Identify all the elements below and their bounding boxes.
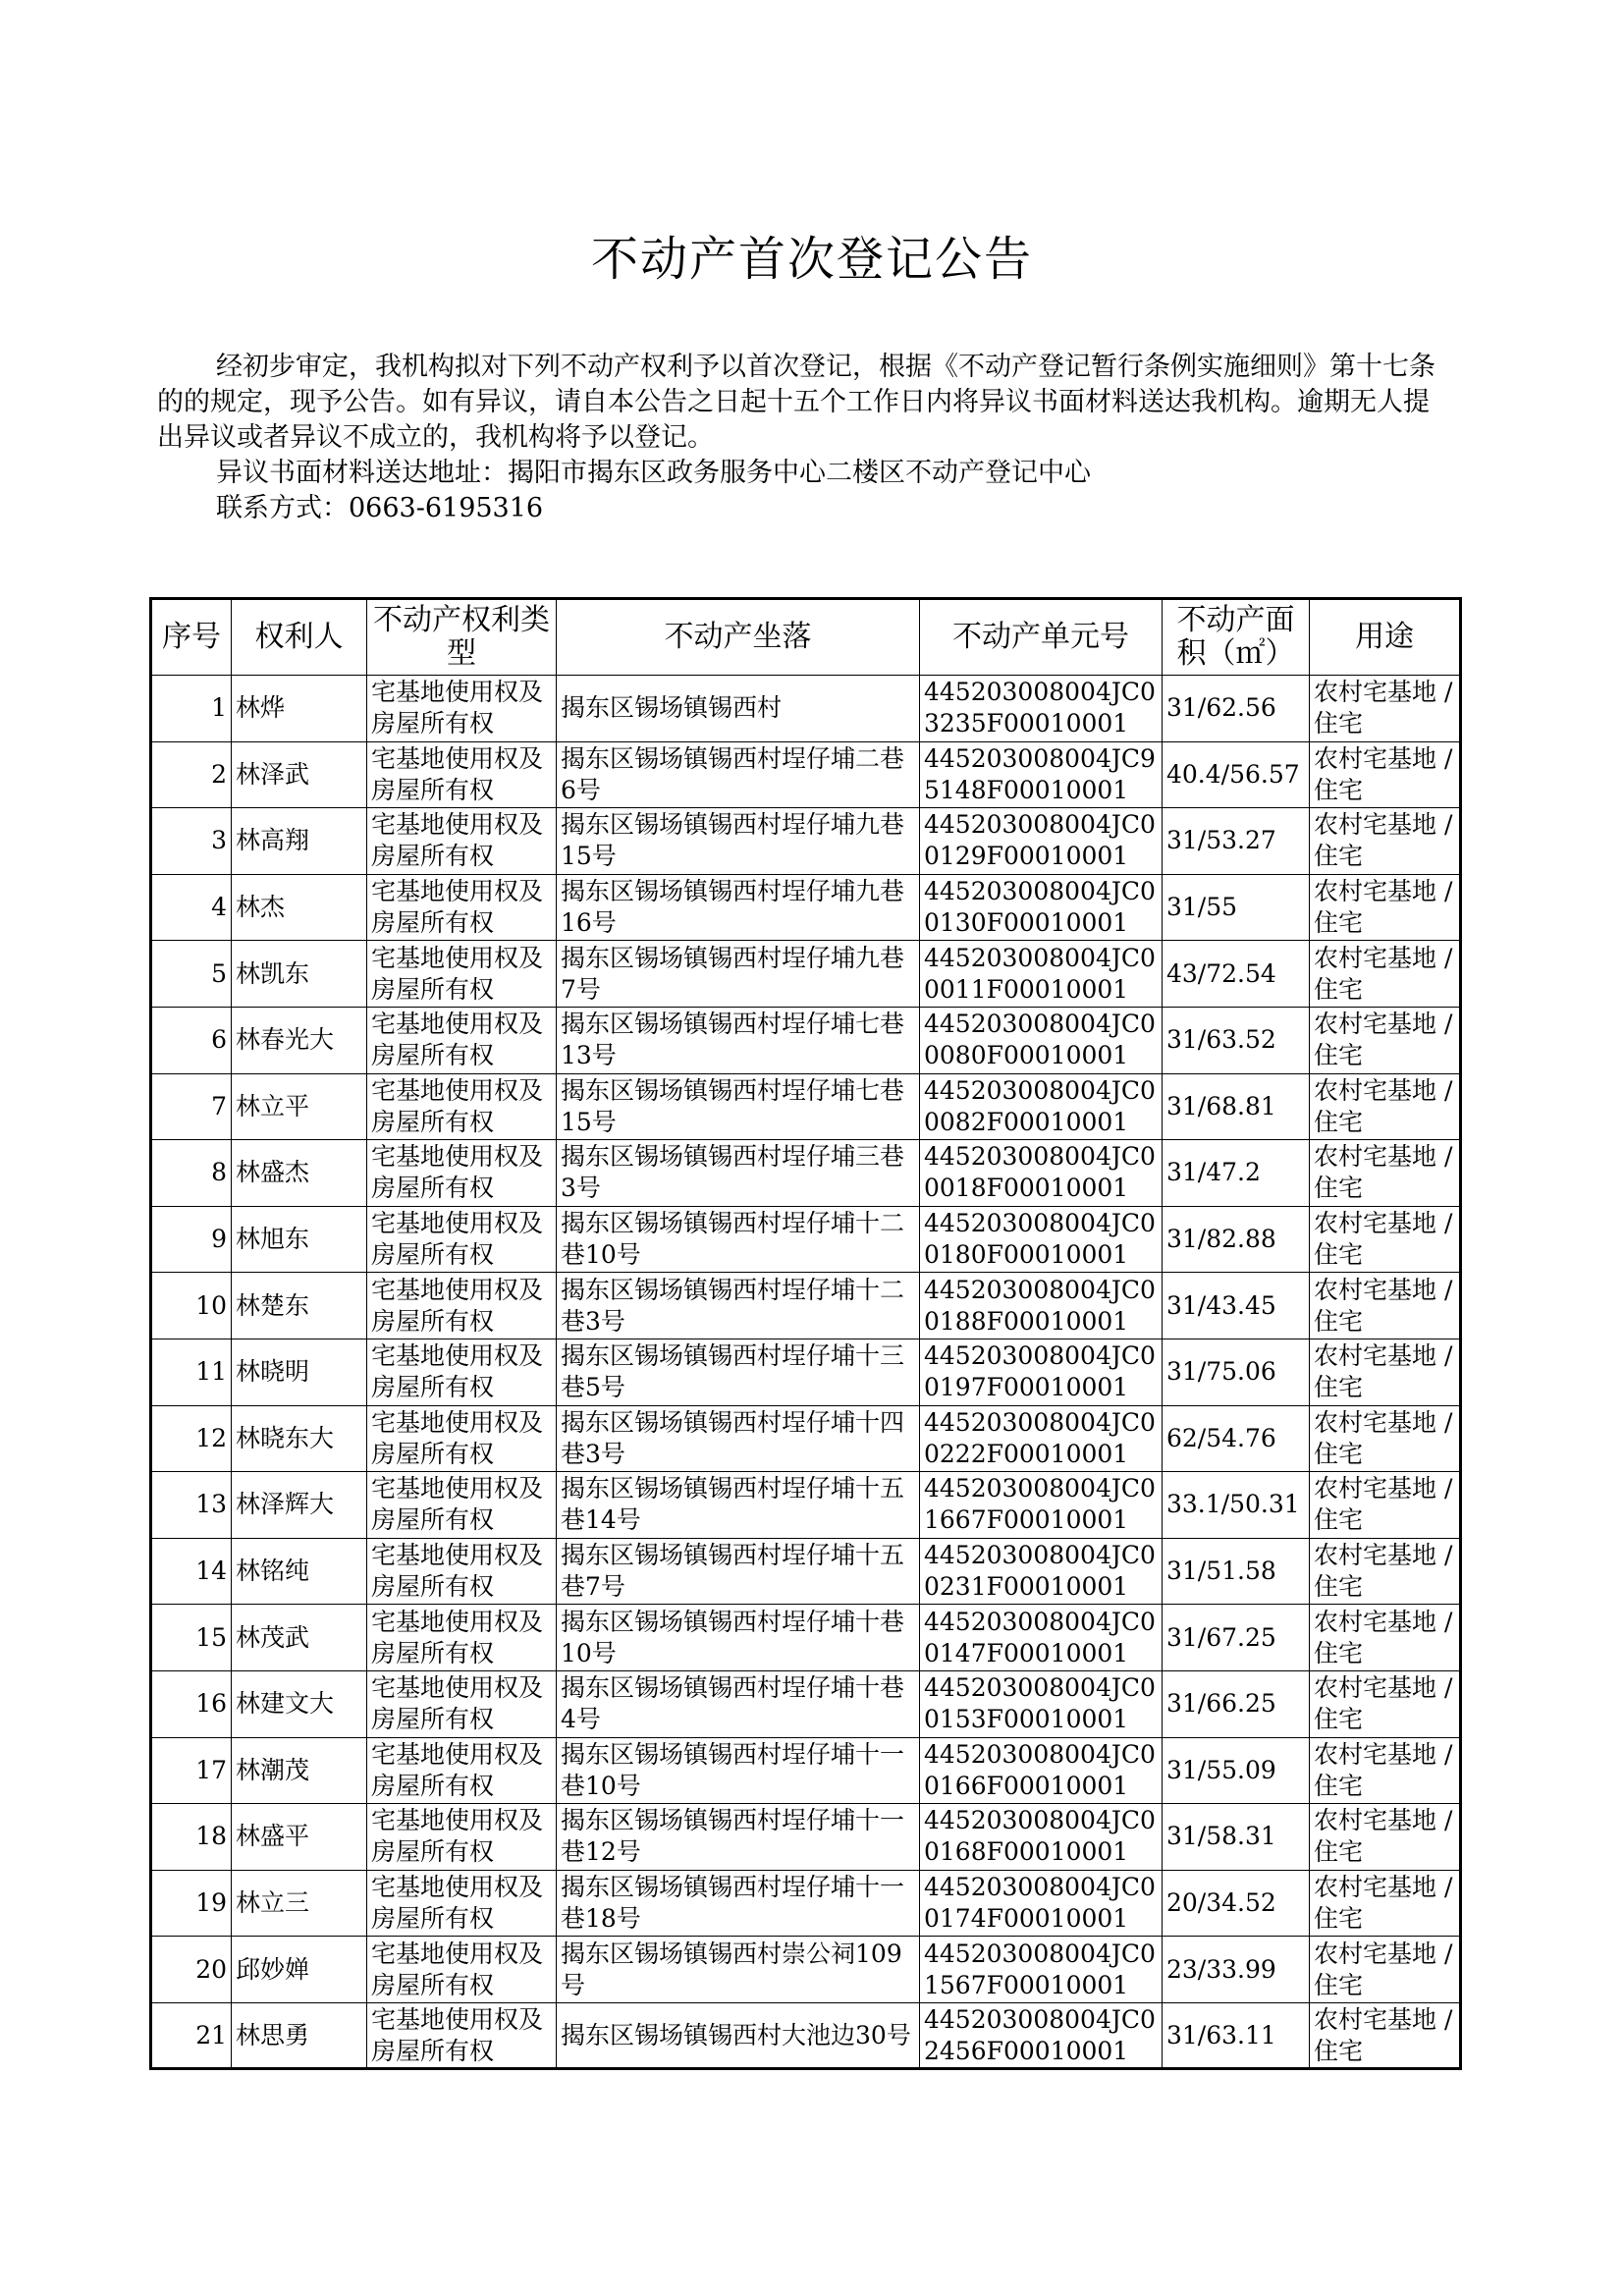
header-owner: 权利人 xyxy=(232,599,367,676)
cell-unit-no: 445203008004JC00180F00010001 xyxy=(920,1206,1163,1273)
cell-location: 揭东区锡场镇锡西村埕仔埔十一巷12号 xyxy=(557,1804,920,1871)
cell-type: 宅基地使用权及房屋所有权 xyxy=(367,1472,557,1539)
cell-area: 31/67.25 xyxy=(1163,1605,1310,1671)
cell-area: 62/54.76 xyxy=(1163,1405,1310,1472)
cell-seq: 18 xyxy=(151,1804,232,1871)
cell-seq: 14 xyxy=(151,1538,232,1605)
cell-unit-no: 445203008004JC02456F00010001 xyxy=(920,2002,1163,2069)
intro-section xyxy=(157,350,1453,526)
cell-type: 宅基地使用权及房屋所有权 xyxy=(367,741,557,808)
cell-seq: 4 xyxy=(151,874,232,941)
cell-unit-no: 445203008004JC00082F00010001 xyxy=(920,1073,1163,1140)
cell-seq: 2 xyxy=(151,741,232,808)
cell-area: 31/47.2 xyxy=(1163,1140,1310,1207)
cell-area: 31/63.11 xyxy=(1163,2002,1310,2069)
cell-owner: 林楚东 xyxy=(232,1273,367,1339)
cell-unit-no: 445203008004JC00197F00010001 xyxy=(920,1339,1163,1405)
intro-paragraph: 经初步审定，我机构拟对下列不动产权利予以首次登记，根据《不动产登记暂行条例实施细则》第十七条的的规定，现予公告。如有异议，请自本公告之日起十五个工作日内将异议书面材料送达我机构。逾期无人提出异议或者异议不成立的，我机构将予以登记。 xyxy=(157,352,1435,453)
cell-location: 揭东区锡场镇锡西村埕仔埔七巷15号 xyxy=(557,1073,920,1140)
cell-location: 揭东区锡场镇锡西村埕仔埔十一巷18号 xyxy=(557,1870,920,1937)
header-unit-no: 不动产单元号 xyxy=(920,599,1163,676)
cell-use: 农村宅基地 / 住宅 xyxy=(1310,2002,1461,2069)
cell-location: 揭东区锡场镇锡西村埕仔埔九巷15号 xyxy=(557,808,920,875)
table-row xyxy=(151,874,1461,941)
cell-use: 农村宅基地 / 住宅 xyxy=(1310,1937,1461,2003)
cell-type: 宅基地使用权及房屋所有权 xyxy=(367,808,557,875)
cell-owner: 林建文大 xyxy=(232,1670,367,1737)
cell-area: 40.4/56.57 xyxy=(1163,741,1310,808)
table-row xyxy=(151,1073,1461,1140)
cell-use: 农村宅基地 / 住宅 xyxy=(1310,1605,1461,1671)
cell-location: 揭东区锡场镇锡西村埕仔埔二巷6号 xyxy=(557,741,920,808)
table-row xyxy=(151,1804,1461,1871)
cell-seq: 9 xyxy=(151,1206,232,1273)
header-seq: 序号 xyxy=(151,599,232,676)
cell-owner: 林盛杰 xyxy=(232,1140,367,1207)
registration-table xyxy=(149,597,1462,2070)
cell-seq: 19 xyxy=(151,1870,232,1937)
cell-location: 揭东区锡场镇锡西村埕仔埔十五巷14号 xyxy=(557,1472,920,1539)
cell-area: 31/53.27 xyxy=(1163,808,1310,875)
cell-owner: 邱妙婵 xyxy=(232,1937,367,2003)
cell-area: 33.1/50.31 xyxy=(1163,1472,1310,1539)
cell-area: 31/58.31 xyxy=(1163,1804,1310,1871)
cell-owner: 林潮茂 xyxy=(232,1737,367,1804)
cell-seq: 1 xyxy=(151,676,232,742)
cell-location: 揭东区锡场镇锡西村埕仔埔九巷7号 xyxy=(557,941,920,1008)
cell-unit-no: 445203008004JC00018F00010001 xyxy=(920,1140,1163,1207)
table-row xyxy=(151,2002,1461,2069)
cell-location: 揭东区锡场镇锡西村埕仔埔十五巷7号 xyxy=(557,1538,920,1605)
cell-type: 宅基地使用权及房屋所有权 xyxy=(367,1670,557,1737)
cell-type: 宅基地使用权及房屋所有权 xyxy=(367,874,557,941)
table-row xyxy=(151,941,1461,1008)
cell-use: 农村宅基地 / 住宅 xyxy=(1310,1472,1461,1539)
cell-type: 宅基地使用权及房屋所有权 xyxy=(367,941,557,1008)
cell-seq: 13 xyxy=(151,1472,232,1539)
cell-area: 23/33.99 xyxy=(1163,1937,1310,2003)
cell-use: 农村宅基地 / 住宅 xyxy=(1310,941,1461,1008)
cell-location: 揭东区锡场镇锡西村埕仔埔十四巷3号 xyxy=(557,1405,920,1472)
cell-owner: 林晓东大 xyxy=(232,1405,367,1472)
table-row xyxy=(151,1405,1461,1472)
cell-unit-no: 445203008004JC00188F00010001 xyxy=(920,1273,1163,1339)
header-area: 不动产面积（㎡） xyxy=(1163,599,1310,676)
table-row xyxy=(151,1472,1461,1539)
cell-area: 31/68.81 xyxy=(1163,1073,1310,1140)
cell-unit-no: 445203008004JC00168F00010001 xyxy=(920,1804,1163,1871)
cell-seq: 21 xyxy=(151,2002,232,2069)
cell-unit-no: 445203008004JC00080F00010001 xyxy=(920,1007,1163,1073)
cell-unit-no: 445203008004JC00174F00010001 xyxy=(920,1870,1163,1937)
cell-owner: 林泽辉大 xyxy=(232,1472,367,1539)
cell-owner: 林凯东 xyxy=(232,941,367,1008)
cell-owner: 林思勇 xyxy=(232,2002,367,2069)
cell-seq: 3 xyxy=(151,808,232,875)
table-row xyxy=(151,741,1461,808)
cell-unit-no: 445203008004JC95148F00010001 xyxy=(920,741,1163,808)
cell-unit-no: 445203008004JC00222F00010001 xyxy=(920,1405,1163,1472)
cell-seq: 8 xyxy=(151,1140,232,1207)
cell-area: 31/55.09 xyxy=(1163,1737,1310,1804)
cell-type: 宅基地使用权及房屋所有权 xyxy=(367,1140,557,1207)
cell-use: 农村宅基地 / 住宅 xyxy=(1310,1273,1461,1339)
cell-type: 宅基地使用权及房屋所有权 xyxy=(367,1073,557,1140)
cell-owner: 林铭纯 xyxy=(232,1538,367,1605)
cell-area: 31/66.25 xyxy=(1163,1670,1310,1737)
cell-area: 31/43.45 xyxy=(1163,1273,1310,1339)
cell-unit-no: 445203008004JC00130F00010001 xyxy=(920,874,1163,941)
cell-area: 43/72.54 xyxy=(1163,941,1310,1008)
table-row xyxy=(151,1007,1461,1073)
cell-owner: 林茂武 xyxy=(232,1605,367,1671)
cell-use: 农村宅基地 / 住宅 xyxy=(1310,1870,1461,1937)
cell-location: 揭东区锡场镇锡西村埕仔埔十巷10号 xyxy=(557,1605,920,1671)
cell-type: 宅基地使用权及房屋所有权 xyxy=(367,676,557,742)
cell-location: 揭东区锡场镇锡西村埕仔埔十二巷3号 xyxy=(557,1273,920,1339)
table-row xyxy=(151,1605,1461,1671)
cell-unit-no: 445203008004JC01667F00010001 xyxy=(920,1472,1163,1539)
cell-owner: 林泽武 xyxy=(232,741,367,808)
cell-use: 农村宅基地 / 住宅 xyxy=(1310,1140,1461,1207)
cell-type: 宅基地使用权及房屋所有权 xyxy=(367,1007,557,1073)
cell-type: 宅基地使用权及房屋所有权 xyxy=(367,1206,557,1273)
cell-type: 宅基地使用权及房屋所有权 xyxy=(367,1937,557,2003)
cell-owner: 林旭东 xyxy=(232,1206,367,1273)
cell-owner: 林杰 xyxy=(232,874,367,941)
cell-area: 31/63.52 xyxy=(1163,1007,1310,1073)
cell-seq: 7 xyxy=(151,1073,232,1140)
objection-address: 异议书面材料送达地址：揭阳市揭东区政务服务中心二楼区不动产登记中心 xyxy=(216,458,1091,488)
cell-seq: 5 xyxy=(151,941,232,1008)
cell-owner: 林盛平 xyxy=(232,1804,367,1871)
cell-type: 宅基地使用权及房屋所有权 xyxy=(367,2002,557,2069)
cell-area: 20/34.52 xyxy=(1163,1870,1310,1937)
cell-unit-no: 445203008004JC00129F00010001 xyxy=(920,808,1163,875)
cell-seq: 6 xyxy=(151,1007,232,1073)
cell-location: 揭东区锡场镇锡西村埕仔埔七巷13号 xyxy=(557,1007,920,1073)
header-location: 不动产坐落 xyxy=(557,599,920,676)
table-row xyxy=(151,1140,1461,1207)
cell-location: 揭东区锡场镇锡西村埕仔埔十巷4号 xyxy=(557,1670,920,1737)
cell-owner: 林晓明 xyxy=(232,1339,367,1405)
table-row xyxy=(151,1538,1461,1605)
cell-use: 农村宅基地 / 住宅 xyxy=(1310,1804,1461,1871)
cell-location: 揭东区锡场镇锡西村崇公祠109号 xyxy=(557,1937,920,2003)
cell-type: 宅基地使用权及房屋所有权 xyxy=(367,1405,557,1472)
cell-location: 揭东区锡场镇锡西村埕仔埔三巷3号 xyxy=(557,1140,920,1207)
cell-owner: 林烨 xyxy=(232,676,367,742)
cell-use: 农村宅基地 / 住宅 xyxy=(1310,1405,1461,1472)
cell-type: 宅基地使用权及房屋所有权 xyxy=(367,1737,557,1804)
cell-seq: 17 xyxy=(151,1737,232,1804)
cell-location: 揭东区锡场镇锡西村大池边30号 xyxy=(557,2002,920,2069)
cell-use: 农村宅基地 / 住宅 xyxy=(1310,1737,1461,1804)
cell-type: 宅基地使用权及房屋所有权 xyxy=(367,1804,557,1871)
page-title: 不动产首次登记公告 xyxy=(590,232,1033,287)
cell-area: 31/51.58 xyxy=(1163,1538,1310,1605)
table-row xyxy=(151,1206,1461,1273)
cell-use: 农村宅基地 / 住宅 xyxy=(1310,808,1461,875)
cell-type: 宅基地使用权及房屋所有权 xyxy=(367,1339,557,1405)
table-row xyxy=(151,1870,1461,1937)
cell-use: 农村宅基地 / 住宅 xyxy=(1310,1339,1461,1405)
cell-type: 宅基地使用权及房屋所有权 xyxy=(367,1273,557,1339)
cell-type: 宅基地使用权及房屋所有权 xyxy=(367,1870,557,1937)
header-use: 用途 xyxy=(1310,599,1461,676)
cell-seq: 16 xyxy=(151,1670,232,1737)
cell-use: 农村宅基地 / 住宅 xyxy=(1310,1206,1461,1273)
cell-location: 揭东区锡场镇锡西村埕仔埔九巷16号 xyxy=(557,874,920,941)
cell-location: 揭东区锡场镇锡西村埕仔埔十二巷10号 xyxy=(557,1206,920,1273)
cell-owner: 林高翔 xyxy=(232,808,367,875)
cell-location: 揭东区锡场镇锡西村 xyxy=(557,676,920,742)
cell-unit-no: 445203008004JC01567F00010001 xyxy=(920,1937,1163,2003)
cell-owner: 林立平 xyxy=(232,1073,367,1140)
cell-use: 农村宅基地 / 住宅 xyxy=(1310,1073,1461,1140)
cell-area: 31/62.56 xyxy=(1163,676,1310,742)
cell-unit-no: 445203008004JC00231F00010001 xyxy=(920,1538,1163,1605)
table-row xyxy=(151,808,1461,875)
header-type: 不动产权利类型 xyxy=(367,599,557,676)
cell-seq: 11 xyxy=(151,1339,232,1405)
cell-area: 31/55 xyxy=(1163,874,1310,941)
table-header-row xyxy=(151,599,1461,676)
cell-unit-no: 445203008004JC00147F00010001 xyxy=(920,1605,1163,1671)
table-row xyxy=(151,1737,1461,1804)
cell-area: 31/75.06 xyxy=(1163,1339,1310,1405)
cell-use: 农村宅基地 / 住宅 xyxy=(1310,676,1461,742)
table-row xyxy=(151,1670,1461,1737)
cell-use: 农村宅基地 / 住宅 xyxy=(1310,874,1461,941)
cell-seq: 15 xyxy=(151,1605,232,1671)
cell-type: 宅基地使用权及房屋所有权 xyxy=(367,1605,557,1671)
cell-unit-no: 445203008004JC00153F00010001 xyxy=(920,1670,1163,1737)
cell-seq: 10 xyxy=(151,1273,232,1339)
cell-unit-no: 445203008004JC00011F00010001 xyxy=(920,941,1163,1008)
contact-info: 联系方式：0663-6195316 xyxy=(216,493,544,523)
cell-use: 农村宅基地 / 住宅 xyxy=(1310,741,1461,808)
table-row xyxy=(151,1339,1461,1405)
cell-owner: 林春光大 xyxy=(232,1007,367,1073)
cell-use: 农村宅基地 / 住宅 xyxy=(1310,1670,1461,1737)
table-row xyxy=(151,1937,1461,2003)
table-row xyxy=(151,676,1461,742)
cell-seq: 12 xyxy=(151,1405,232,1472)
cell-location: 揭东区锡场镇锡西村埕仔埔十三巷5号 xyxy=(557,1339,920,1405)
cell-location: 揭东区锡场镇锡西村埕仔埔十一巷10号 xyxy=(557,1737,920,1804)
cell-type: 宅基地使用权及房屋所有权 xyxy=(367,1538,557,1605)
table-row xyxy=(151,1273,1461,1339)
cell-area: 31/82.88 xyxy=(1163,1206,1310,1273)
cell-unit-no: 445203008004JC00166F00010001 xyxy=(920,1737,1163,1804)
cell-use: 农村宅基地 / 住宅 xyxy=(1310,1538,1461,1605)
cell-use: 农村宅基地 / 住宅 xyxy=(1310,1007,1461,1073)
cell-seq: 20 xyxy=(151,1937,232,2003)
cell-unit-no: 445203008004JC03235F00010001 xyxy=(920,676,1163,742)
cell-owner: 林立三 xyxy=(232,1870,367,1937)
